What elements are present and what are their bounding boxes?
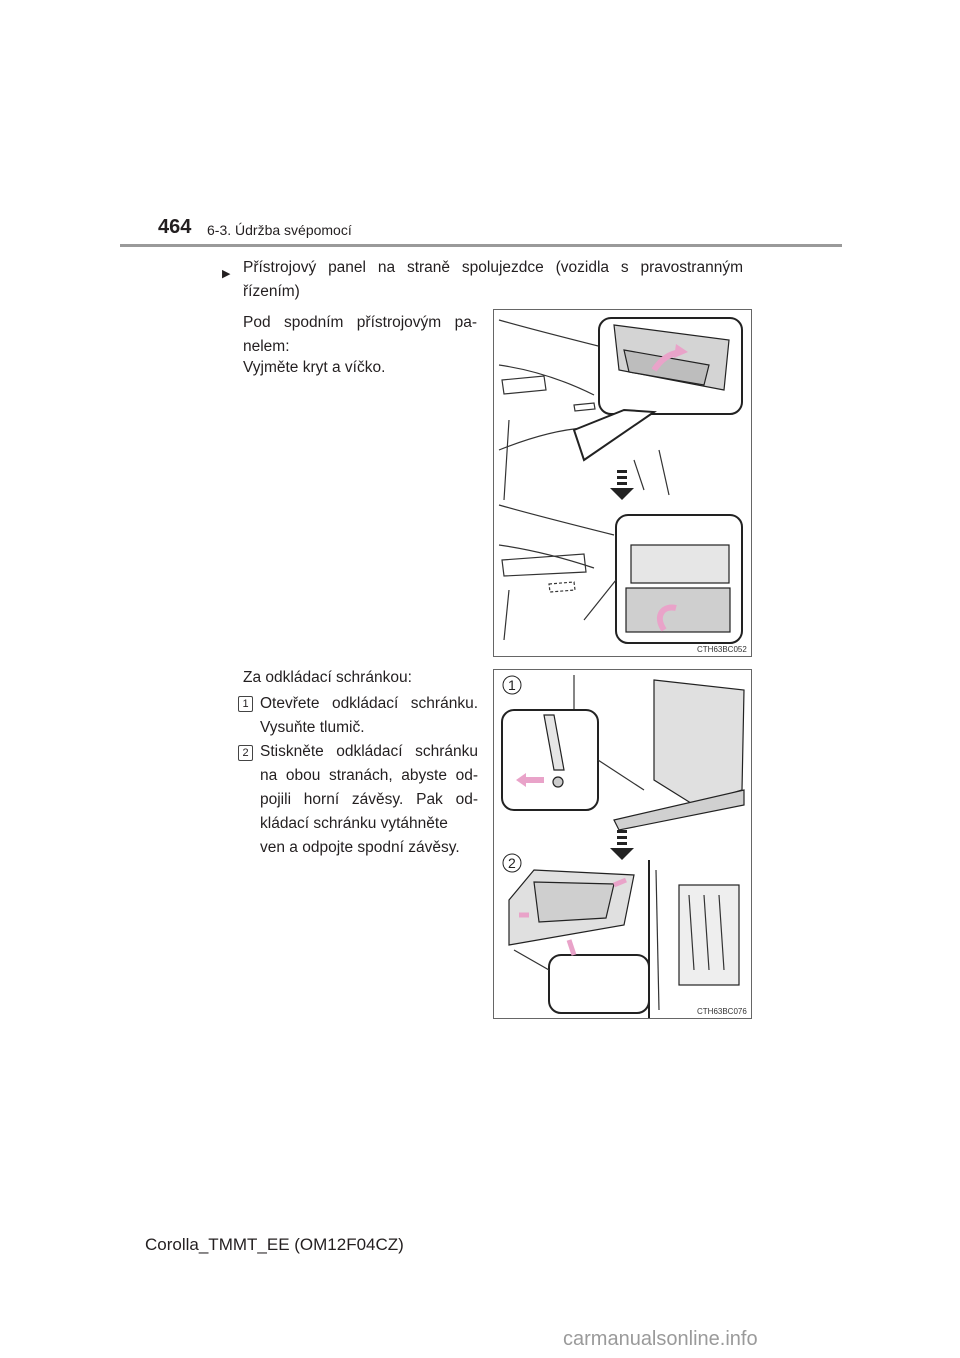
figure-1-code: CTH63BC052 bbox=[697, 645, 747, 654]
remove-cover-text: Vyjměte kryt a víčko. bbox=[243, 359, 386, 376]
step-1-badge: 1 bbox=[238, 696, 253, 712]
figure-glovebox-illustration bbox=[494, 670, 751, 1018]
figure-panel-cover-illustration bbox=[494, 310, 751, 656]
step-2-text-last-line: ven a odpojte spodní závěsy. bbox=[260, 839, 460, 856]
step-2-badge: 2 bbox=[238, 745, 253, 761]
section-title: 6-3. Údržba svépomocí bbox=[207, 222, 352, 238]
step-1-text: Otevřete odkládací schránku. Vysuňte tlumič. bbox=[260, 695, 478, 736]
page-number: 464 bbox=[158, 216, 192, 238]
intro-paragraph: Přístrojový panel na straně spolujezdce (vozidla s pravostranným řízením) bbox=[243, 259, 743, 300]
triangle-bullet-icon: ▶ bbox=[222, 268, 231, 280]
under-panel-text: Pod spodním přístrojovým pa-nelem: bbox=[243, 314, 477, 355]
footer-model-code: Corolla_TMMT_EE (OM12F04CZ) bbox=[145, 1235, 404, 1254]
step-2-text: Stiskněte odkládací schránku na obou stranách, abyste od-pojili horní závěsy. Pak od-kládací schránku vytáhněte bbox=[260, 743, 478, 832]
header-rule bbox=[120, 244, 842, 247]
callout-1: 1 bbox=[508, 677, 516, 693]
callout-2: 2 bbox=[508, 855, 516, 871]
behind-glovebox-text: Za odkládací schránkou: bbox=[243, 669, 412, 686]
watermark: carmanualsonline.info bbox=[563, 1328, 758, 1350]
figure-panel-cover bbox=[493, 309, 752, 657]
figure-glovebox bbox=[493, 669, 752, 1019]
figure-2-code: CTH63BC076 bbox=[697, 1007, 747, 1016]
